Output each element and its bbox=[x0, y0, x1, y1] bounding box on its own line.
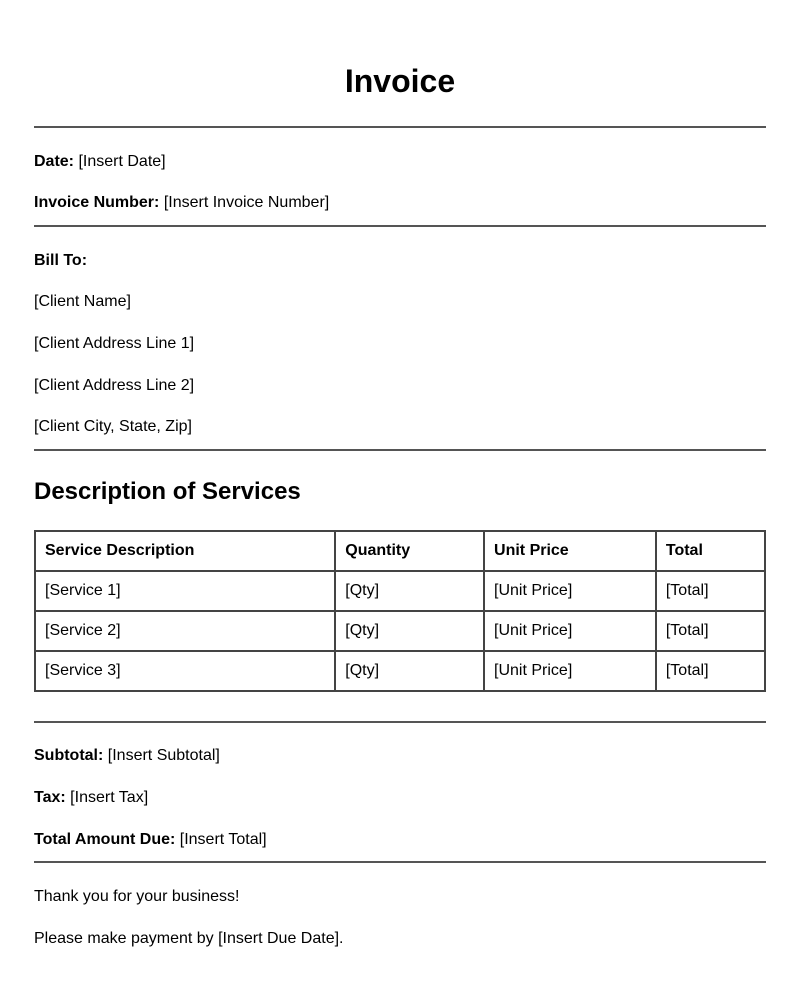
table-row bbox=[35, 571, 765, 611]
payment-note: Please make payment by [Insert Due Date]. bbox=[34, 930, 344, 947]
date-row bbox=[34, 152, 166, 172]
quantity-cell: [Qty] bbox=[335, 611, 484, 651]
subtotal-value: [Insert Subtotal] bbox=[107, 747, 220, 764]
unit-price-cell: [Unit Price] bbox=[484, 651, 656, 691]
divider bbox=[34, 449, 766, 451]
invoice-number-value: [Insert Invoice Number] bbox=[163, 194, 330, 211]
service-description-cell: [Service 1] bbox=[35, 571, 335, 611]
tax-label: Tax: bbox=[34, 789, 66, 806]
total-due-row bbox=[34, 830, 267, 850]
invoice-number-row bbox=[34, 193, 329, 213]
divider bbox=[34, 861, 766, 863]
client-name: [Client Name] bbox=[34, 293, 131, 310]
divider bbox=[34, 721, 766, 723]
table-row bbox=[35, 651, 765, 691]
bill-to-heading: Bill To: bbox=[34, 252, 88, 269]
client-city-state-zip: [Client City, State, Zip] bbox=[34, 418, 192, 435]
column-header-service-description: Service Description bbox=[35, 531, 335, 571]
quantity-cell: [Qty] bbox=[335, 651, 484, 691]
client-address-line-1: [Client Address Line 1] bbox=[34, 335, 195, 352]
unit-price-cell: [Unit Price] bbox=[484, 611, 656, 651]
column-header-unit-price: Unit Price bbox=[484, 531, 656, 571]
quantity-cell: [Qty] bbox=[335, 571, 484, 611]
services-heading: Description of Services bbox=[34, 478, 301, 505]
tax-value: [Insert Tax] bbox=[70, 789, 149, 806]
services-table bbox=[34, 530, 766, 692]
total-cell: [Total] bbox=[656, 611, 765, 651]
divider bbox=[34, 126, 766, 128]
date-label: Date: bbox=[34, 153, 75, 170]
unit-price-cell: [Unit Price] bbox=[484, 571, 656, 611]
page-title: Invoice bbox=[344, 63, 456, 99]
table-row bbox=[35, 611, 765, 651]
total-cell: [Total] bbox=[656, 571, 765, 611]
thank-you-note: Thank you for your business! bbox=[34, 888, 240, 905]
tax-row bbox=[34, 788, 148, 808]
total-due-label: Total Amount Due: bbox=[34, 831, 176, 848]
column-header-quantity: Quantity bbox=[335, 531, 484, 571]
bill-to-label bbox=[34, 251, 87, 271]
invoice-number-label: Invoice Number: bbox=[34, 194, 160, 211]
total-cell: [Total] bbox=[656, 651, 765, 691]
subtotal-label: Subtotal: bbox=[34, 747, 104, 764]
table-header-row bbox=[35, 531, 765, 571]
column-header-total: Total bbox=[656, 531, 765, 571]
service-description-cell: [Service 3] bbox=[35, 651, 335, 691]
client-address-line-2: [Client Address Line 2] bbox=[34, 377, 195, 394]
date-value: [Insert Date] bbox=[78, 153, 166, 170]
divider bbox=[34, 225, 766, 227]
service-description-cell: [Service 2] bbox=[35, 611, 335, 651]
total-due-value: [Insert Total] bbox=[179, 831, 267, 848]
subtotal-row bbox=[34, 746, 220, 766]
